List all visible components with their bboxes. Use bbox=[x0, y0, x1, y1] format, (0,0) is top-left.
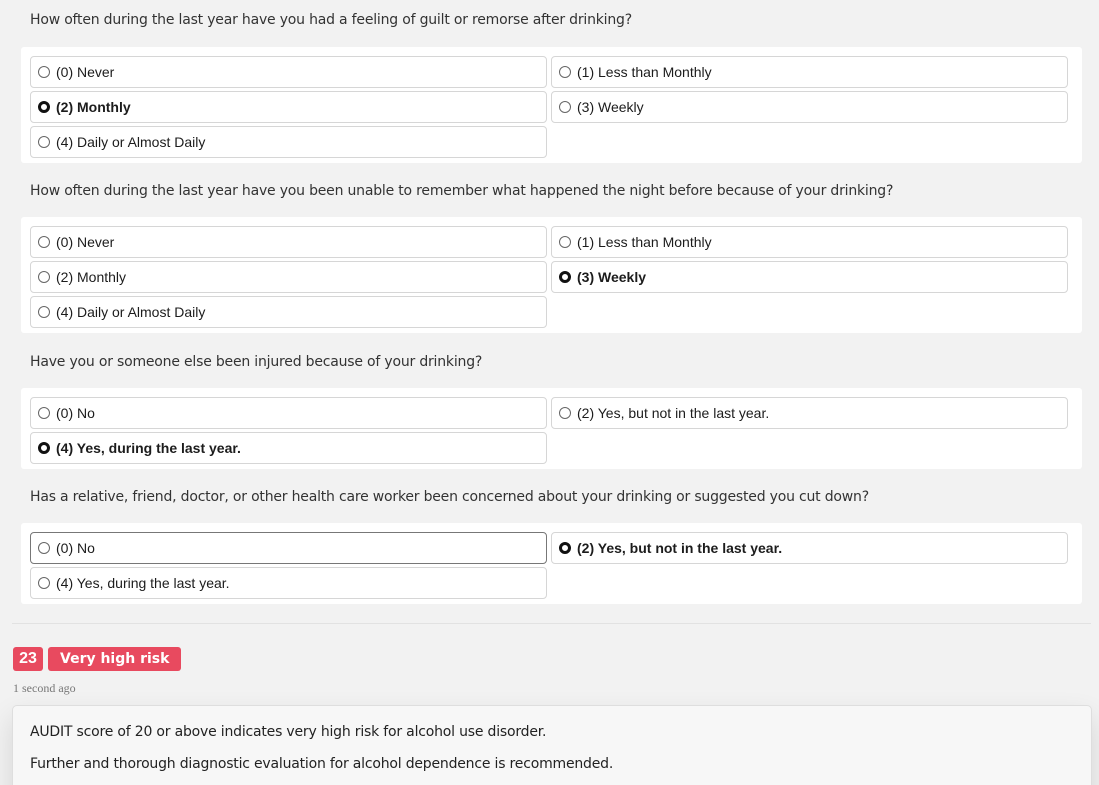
option-label: (2) Monthly bbox=[56, 99, 131, 115]
option-q1-less-than-monthly[interactable] bbox=[551, 56, 1068, 88]
radio-icon bbox=[559, 236, 571, 248]
option-label: (2) Yes, but not in the last year. bbox=[577, 540, 783, 556]
option-q2-daily[interactable] bbox=[30, 296, 547, 328]
option-label: (4) Daily or Almost Daily bbox=[56, 134, 206, 150]
question-2-options bbox=[21, 217, 1082, 333]
option-q2-less-than-monthly[interactable] bbox=[551, 226, 1068, 258]
option-q2-monthly[interactable] bbox=[30, 261, 547, 293]
option-label: (3) Weekly bbox=[577, 269, 646, 285]
option-label: (2) Monthly bbox=[56, 269, 127, 285]
radio-icon bbox=[38, 407, 50, 419]
option-label: (0) Never bbox=[56, 234, 115, 250]
option-q4-yes-last-year[interactable] bbox=[30, 567, 547, 599]
radio-icon bbox=[559, 101, 571, 113]
option-q4-yes-not-last-year[interactable] bbox=[551, 532, 1068, 564]
question-4-options bbox=[21, 523, 1082, 604]
radio-icon bbox=[559, 407, 571, 419]
radio-selected-icon bbox=[38, 442, 50, 454]
option-q4-no[interactable] bbox=[30, 532, 547, 564]
option-label: (4) Yes, during the last year. bbox=[56, 440, 241, 456]
result-timestamp: 1 second ago bbox=[13, 681, 76, 695]
question-1-options bbox=[21, 47, 1082, 163]
option-label: (1) Less than Monthly bbox=[577, 64, 712, 80]
result-interpretation-box bbox=[12, 705, 1092, 785]
option-label: (4) Daily or Almost Daily bbox=[56, 304, 206, 320]
option-q1-never[interactable] bbox=[30, 56, 547, 88]
option-label: (0) No bbox=[56, 405, 95, 421]
radio-icon bbox=[559, 66, 571, 78]
radio-icon bbox=[38, 136, 50, 148]
option-label: (1) Less than Monthly bbox=[577, 234, 712, 250]
radio-icon bbox=[38, 236, 50, 248]
score-badge: 23 bbox=[13, 647, 43, 671]
question-3-text: Have you or someone else been injured because of your drinking? bbox=[30, 354, 483, 370]
question-1-text: How often during the last year have you had a feeling of guilt or remorse after drinking? bbox=[30, 12, 632, 28]
option-label: (4) Yes, during the last year. bbox=[56, 575, 230, 591]
question-3-options bbox=[21, 388, 1082, 469]
option-q3-no[interactable] bbox=[30, 397, 547, 429]
radio-selected-icon bbox=[559, 542, 571, 554]
option-q1-monthly[interactable] bbox=[30, 91, 547, 123]
option-q1-daily[interactable] bbox=[30, 126, 547, 158]
option-label: (0) No bbox=[56, 540, 95, 556]
radio-icon bbox=[38, 66, 50, 78]
section-divider bbox=[12, 623, 1091, 624]
option-label: (2) Yes, but not in the last year. bbox=[577, 405, 770, 421]
radio-icon bbox=[38, 306, 50, 318]
question-4-text: Has a relative, friend, doctor, or other health care worker been concerned about your drinking or suggested you cut down? bbox=[30, 489, 869, 505]
option-q1-weekly[interactable] bbox=[551, 91, 1068, 123]
radio-icon bbox=[38, 271, 50, 283]
radio-icon bbox=[38, 542, 50, 554]
question-2-text: How often during the last year have you been unable to remember what happened the night before because of your drinking? bbox=[30, 183, 894, 199]
radio-selected-icon bbox=[559, 271, 571, 283]
option-q3-yes-last-year[interactable] bbox=[30, 432, 547, 464]
option-q2-weekly[interactable] bbox=[551, 261, 1068, 293]
option-q2-never[interactable] bbox=[30, 226, 547, 258]
radio-selected-icon bbox=[38, 101, 50, 113]
radio-icon bbox=[38, 577, 50, 589]
risk-level-badge: Very high risk bbox=[48, 647, 181, 671]
option-q3-yes-not-last-year[interactable] bbox=[551, 397, 1068, 429]
interpretation-line-2: Further and thorough diagnostic evaluation for alcohol dependence is recommended. bbox=[30, 756, 614, 772]
interpretation-line-1: AUDIT score of 20 or above indicates very high risk for alcohol use disorder. bbox=[30, 724, 547, 740]
option-label: (0) Never bbox=[56, 64, 115, 80]
option-label: (3) Weekly bbox=[577, 99, 644, 115]
